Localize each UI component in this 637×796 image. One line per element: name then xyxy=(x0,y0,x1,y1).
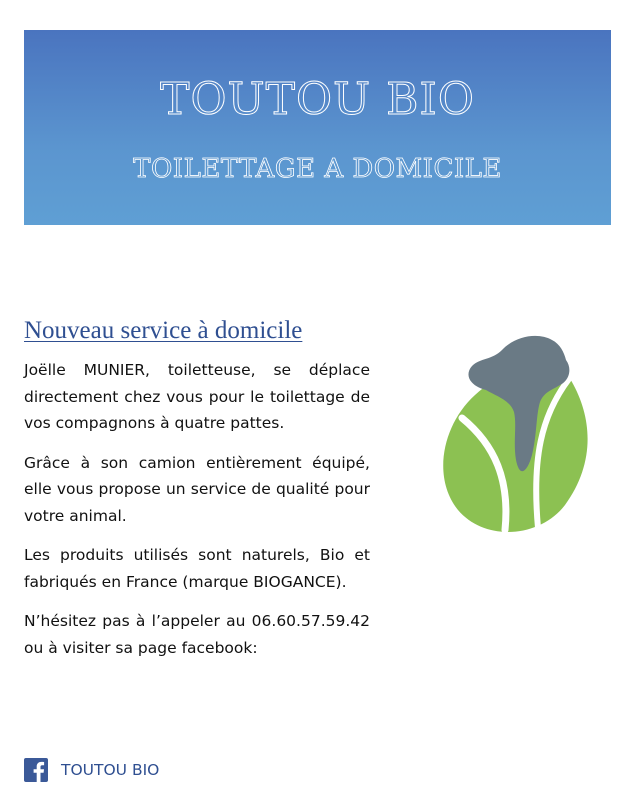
paragraph-intro: Joëlle MUNIER, toiletteuse, se déplace directement chez vous pour le toilettage de vos compagnons à quatre pattes. xyxy=(24,361,370,432)
facebook-label: TOUTOU BIO xyxy=(61,761,160,779)
dog-leaf-logo xyxy=(440,330,590,540)
header-banner xyxy=(24,30,611,225)
page-title: TOUTOU BIO xyxy=(160,74,475,125)
paragraph-products: Les produits utilisés sont naturels, Bio et fabriqués en France (marque BIOGANCE). xyxy=(24,546,370,591)
paragraph-contact: N’hésitez pas à l’appeler au 06.60.57.59.42 ou à visiter sa page facebook: xyxy=(24,612,370,657)
section-title: Nouveau service à domicile xyxy=(24,317,303,344)
page-subtitle: TOILETTAGE A DOMICILE xyxy=(133,154,502,184)
facebook-icon xyxy=(24,758,48,782)
content-body xyxy=(24,357,370,674)
paragraph-truck: Grâce à son camion entièrement équipé, elle vous propose un service de qualité pour votre animal. xyxy=(24,453,370,525)
facebook-link[interactable] xyxy=(24,757,159,783)
